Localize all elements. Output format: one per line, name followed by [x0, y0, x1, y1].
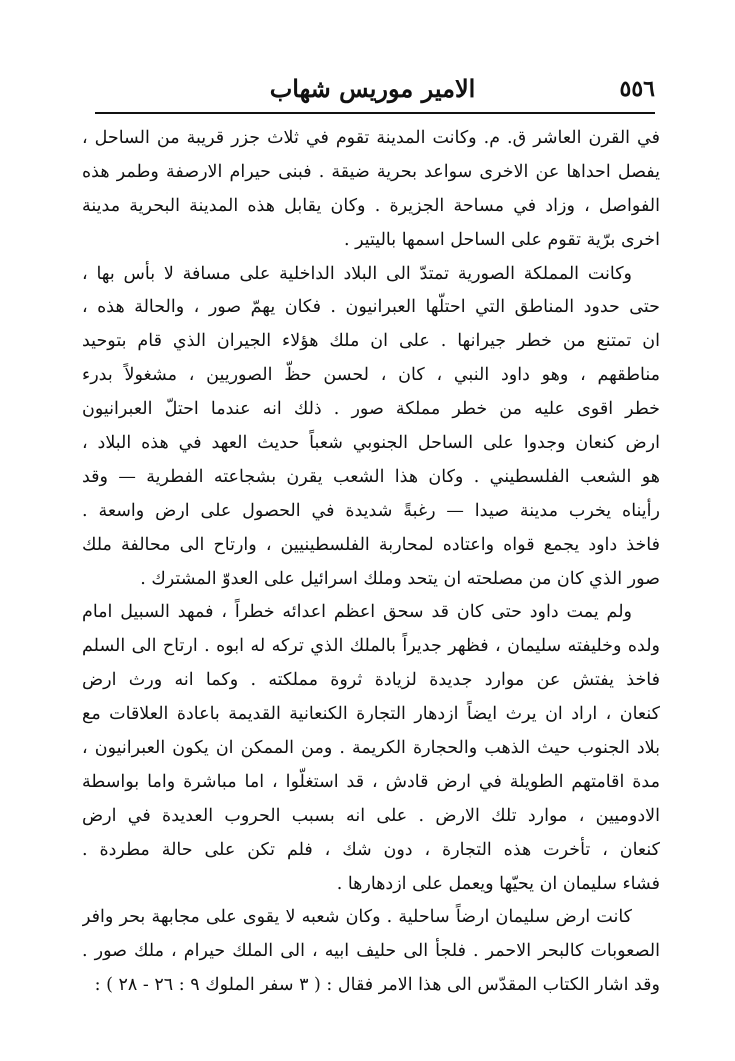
- text-line: ان تمتنع من خطر جيرانها . على ان ملك هؤلاء الجيران الذي قام بتوحيد: [82, 331, 660, 352]
- text-line: خطر اقوى عليه من خطر مملكة صور . ذلك انه عندما احتلّ العبرانيون: [82, 399, 660, 420]
- text-line: كانت ارض سليمان ارضاً ساحلية . وكان شعبه لا يقوى على مجابهة بحر وافر: [82, 907, 632, 928]
- page-header: [90, 72, 655, 112]
- text-line: بلاد الجنوب حيث الذهب والحجارة الكريمة . ومن الممكن ان يكون العبرانيون ،: [82, 738, 660, 759]
- text-line: ولده وخليفته سليمان ، فظهر جديراً بالملك الذي تركه له ابوه . ارتاح الى السلم: [82, 636, 660, 657]
- text-line: ولم يمت داود حتى كان قد سحق اعظم اعدائه خطراً ، فمهد السبيل امام: [82, 602, 632, 623]
- text-line: في القرن العاشر ق. م. وكانت المدينة تقوم في ثلاث جزر قريبة من الساحل ،: [82, 128, 660, 148]
- text-line: كنعان ، تأخرت هذه التجارة ، دون شك ، فلم تكن على حالة مطردة .: [82, 839, 660, 860]
- text-line: فشاء سليمان ان يحيّها ويعمل على ازدهارها .: [336, 873, 660, 894]
- header-rule: [95, 112, 655, 114]
- text-line: ارض كنعان وجدوا على الساحل الجنوبي شعباً حديث العهد في هذه البلاد ،: [82, 433, 660, 454]
- text-line: يفصل احداها عن الاخرى سواعد بحرية ضيقة . فبنى حيرام الارصفة وطمر هذه: [82, 161, 660, 182]
- text-line: صور الذي كان من مصلحته ان يتحد وملك اسرائيل على العدوّ المشترك .: [140, 568, 660, 589]
- text-line: الصعوبات كالبحر الاحمر . فلجأ الى حليف ابيه ، الى الملك حيرام ، ملك صور .: [82, 941, 660, 962]
- text-line: وكانت المملكة الصورية تمتدّ الى البلاد الداخلية على مسافة لا بأس بها ،: [82, 263, 632, 284]
- page-number: ٥٥٦: [619, 76, 655, 102]
- text-line: كنعان ، اراد ان يرث ايضاً ازدهار التجارة الكنعانية القديمة باعادة العلاقات مع: [82, 704, 660, 725]
- text-line: حتى حدود المناطق التي احتلّها العبرانيون . فكان يهمّ صور ، والحالة هذه ،: [82, 297, 660, 318]
- text-line: مناطقهم ، وهو داود النبي ، كان ، لحسن حظّ الصوريين ، مشغولاً بدرء: [82, 365, 660, 386]
- text-line: مدة اقامتهم الطويلة في ارض قادش ، قد استغلّوا ، اما مباشرة واما بواسطة: [82, 771, 660, 792]
- text-line: الفواصل ، وزاد في مساحة الجزيرة . وكان يقابل هذه المدينة البحرية مدينة: [82, 195, 660, 216]
- text-line: رأيناه يخرب مدينة صيدا — رغبةً شديدة في الحصول على ارض واسعة .: [82, 500, 660, 521]
- body-text: [82, 122, 660, 1003]
- text-line: هو الشعب الفلسطيني . وكان هذا الشعب يقرن بشجاعته الفطرية — وقد: [82, 466, 660, 487]
- text-line: فاخذ داود يجمع قواه واعتاده لمحاربة الفلسطينيين ، وارتاح الى محالفة ملك: [82, 534, 660, 555]
- text-line: الادوميين ، موارد تلك الارض . على انه بسبب الحروب العديدة في ارض: [82, 805, 660, 826]
- text-line: فاخذ يفتش عن موارد جديدة لزيادة ثروة مملكته . وكما انه ورث ارض: [82, 670, 660, 691]
- running-title: الامير موريس شهاب: [269, 74, 476, 103]
- text-line: وقد اشار الكتاب المقدّس الى هذا الامر فقال : ( ٣ سفر الملوك ٩ : ٢٦ - ٢٨ ) :: [94, 975, 660, 996]
- text-line: اخرى برّية تقوم على الساحل اسمها باليتير .: [343, 229, 660, 250]
